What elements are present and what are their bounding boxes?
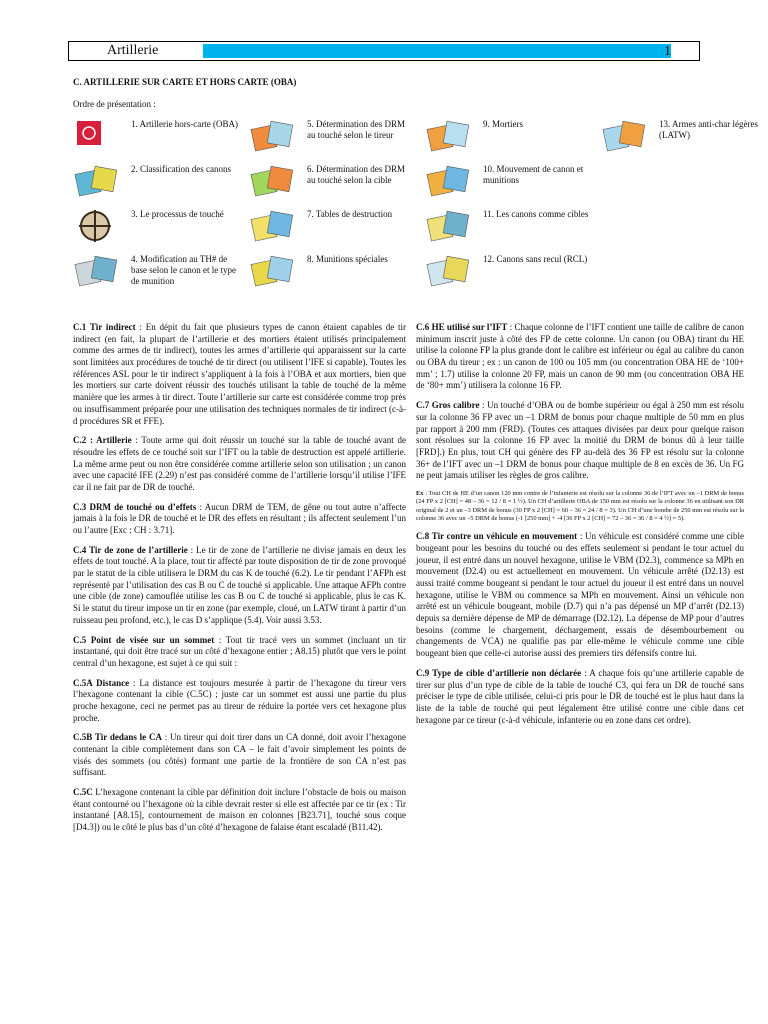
rule-heading: C.7 Gros calibre xyxy=(416,400,480,411)
rule-heading: C.5A Distance xyxy=(73,677,130,688)
toc-item xyxy=(73,252,243,290)
rule-paragraph xyxy=(416,668,744,726)
gun-move-counters-icon xyxy=(425,162,477,200)
rule-paragraph xyxy=(416,322,744,392)
rule-heading: C.5 Point de visée sur un sommet xyxy=(73,634,215,645)
left-column xyxy=(73,322,406,842)
mortar-counters-icon xyxy=(425,117,477,155)
rule-text: : Le tir de zone de l’artillerie ne divise jamais en deux les effets de tout touché. A la place, tout tir affecté par toute disposition de tir de zone provoqué par le statut de la cible utilisera le DRM du cas K de touché (6.2). Le tir pendant l’AFPh est représenté par l’utilisation des cas B ou C de touché si applicable. Une attaque AFPh contre une cible (de zone) camouflée utilise les cas B ou C de touché si applicable, plus le cas K. Si le statut du tireur impose un tir en zone (par exemple, cloué, un LATW tirant à partir d’un ruisseau peu profond, etc.), le cas D s’applique (5.4). Voir aussi 3.53. xyxy=(73,544,406,625)
rule-heading: C.2 : Artillerie xyxy=(73,435,132,446)
gun-target-counters-icon xyxy=(425,207,477,245)
destruction-counters-icon xyxy=(249,207,301,245)
toc-item xyxy=(425,162,595,200)
rule-paragraph xyxy=(73,435,406,493)
toc-item-label: 9. Mortiers xyxy=(483,119,523,129)
rule-heading: C.6 HE utilisé sur l’IFT xyxy=(416,322,508,332)
rule-text: : Chaque colonne de l’IFT contient une taille de calibre de canon minimum inscrit juste à côté des FP de cette colonne. Un canon (ou OBA) tirant du HE utilise la colonne FP la plus grande dont le calibre est inférieur ou égal au calibre du canon ou OBA du tireur ; ex : un canon de 100 ou 105 mm (ou concentration OBA HE de ‘100+ mm’ ; 1.7) utilise la colonne 20 FP, mais un canon de 90 mm (ou concentration OBA HE de ‘80+ mm’) utilisera la colonne 16 FP. xyxy=(416,322,744,391)
toc-item xyxy=(249,207,419,245)
rule-paragraph xyxy=(73,787,406,834)
table-of-contents xyxy=(73,117,758,317)
rule-text: : Tout tir tracé vers un sommet (incluant un tir instantané, qui doit être tracé sur un côté d’hexagone entier ; A8.15) plutôt que vers le point central d’un hexagone, est sujet à ce qui suit : xyxy=(73,634,406,668)
rule-heading: C.9 Type de cible d’artillerie non déclarée xyxy=(416,667,582,678)
toc-item xyxy=(73,162,243,200)
rcl-counters-icon xyxy=(425,252,477,290)
toc-item xyxy=(73,117,243,155)
rule-heading: C.3 DRM de touché ou d’effets xyxy=(73,501,197,512)
toc-item-label: 10. Mouvement de canon et munitions xyxy=(483,164,584,185)
firer-counters-icon xyxy=(249,117,301,155)
toc-item-label: 11. Les canons comme cibles xyxy=(483,209,589,219)
rule-heading: C.1 Tir indirect xyxy=(73,322,136,332)
rule-text: : Tout CH de HE d’un canon 120 mm contre de l’infanterie est résolu sur la colonne 36 de l’IFT avec un –1 DRM de bonus (24 FP x 2 [CH] = 48 – 36 = 12 / 8 = 1 ½). Un CH d’artillerie OBA de 150 mm est résolu sur la colonne 36 en utilisant son DR original de 2 et un –3 DRM de bonus (30 FP x 2 [CH] = 60 – 36 = 24 / 8 = 3). Un CH d’une bombe de 250 mm est résolu sur la colonne 36 avec un –5 DRM de bonus (-1 [250 mm] + -4 [36 FP x 2 [CH] = 72 – 36 = 36 / 8 = 4 ½] = 5). xyxy=(416,489,744,522)
oba-counter-icon xyxy=(73,117,125,155)
toc-item xyxy=(425,252,595,290)
special-ammo-counters-icon xyxy=(249,252,301,290)
rule-text: : Un tireur qui doit tirer dans un CA donné, doit avoir l’hexagone contenant la cible complètement dans son CA – le fait d’avoir simplement les points de visés des sommets (ou côtés) formant une partie de la frontière de son CA n’est pas suffisant. xyxy=(73,732,406,778)
rule-text: : Aucun DRM de TEM, de gêne ou tout autre n’affecte jamais à la fois le DR de touché et le DR des effets en résultant ; ils affectent seulement l’un ou l’autre [Exc : CH : 3.71]. xyxy=(73,501,406,535)
rule-paragraph xyxy=(416,490,744,523)
rule-text: : La distance est toujours mesurée à partir de l’hexagone du tireur vers l’hexagone contenant la cible (C.5C) ; juste car un sommet est aussi une partie du plus proche hexagone, ceci ne permet pas au tireur de réduire la portée vers cet hexagone plus proche. xyxy=(73,677,407,723)
rule-text: : A chaque fois qu’une artillerie capable de tirer sur plus d’un type de cible de la table de touché C3, qui fera un DR de touché sans préciser le type de cible utilisée, celui-ci pris pour le DR de touché est le plus haut dans la liste de la table de touché qui peut légalement être utilisé contre une cible dans cet hexagone par ce tireur (c-à-d véhicule, infanterie ou en zone dans cet ordre). xyxy=(416,667,745,725)
gun-counters-icon xyxy=(73,162,125,200)
toc-item-label: 6. Détermination des DRM au touché selon la cible xyxy=(307,164,405,185)
toc-item-label: 2. Classification des canons xyxy=(131,164,231,174)
rule-paragraph xyxy=(73,732,406,779)
rule-paragraph xyxy=(73,678,406,725)
rule-heading: C.5C xyxy=(73,787,93,798)
page-number: 1 xyxy=(664,44,671,59)
toc-item-label: 12. Canons sans recul (RCL) xyxy=(483,254,588,264)
toc-item-label: 5. Détermination des DRM au touché selon le tireur xyxy=(307,119,405,140)
page-header xyxy=(68,41,700,61)
order-label: Ordre de présentation : xyxy=(73,99,156,109)
toc-item xyxy=(249,252,419,290)
toc-item xyxy=(601,117,768,155)
toc-item-label: 7. Tables de destruction xyxy=(307,209,393,219)
toc-item-label: 4. Modification au TH# de base selon le canon et le type de munition xyxy=(131,254,236,286)
rule-heading: Ex xyxy=(416,489,424,497)
latw-counters-icon xyxy=(601,117,653,155)
header-title: Artillerie xyxy=(107,43,159,59)
toc-item xyxy=(425,117,595,155)
rule-text: : Un véhicule est considéré comme une cible bougeant pour les besoins du touché ou des effets seulement si pendant le tour actuel du joueur, il est entré dans un nouvel hexagone, utilise le VBM (D2.3), commence sa MPh en mouvement (D2.4) ou est actuellement en mouvement. Un véhicule arrêté (D2.13) est aussi traité comme bougeant si pendant le tour actuel du joueur il est entré dans un nouvel hexagone, utilise le VBM ou commence sa MPh en mouvement. Ainsi un véhicule non arrêté est un véhicule bougeant, mobile (D.7) qui n’a pas dépensé un MP d’arrêt (D2.13) depuis sa dernière dépense de MP de démarrage (D2.12). La dépense de MP pour d’autres besoins (comme le chargement, déchargement, essais de désembourbement ou changements de VCA) ne qualifie pas par elle-même le véhicule comme une cible bougeant bien que celle-ci autorise aussi des premiers tirs défensifs contre lui. xyxy=(416,531,744,659)
section-title: C. ARTILLERIE SUR CARTE ET HORS CARTE (OBA) xyxy=(73,77,297,87)
rule-heading: C.4 Tir de zone de l’artillerie xyxy=(73,544,188,555)
toc-item xyxy=(249,162,419,200)
crosshair-icon xyxy=(73,207,125,245)
rule-text: : Un touché d’OBA ou de bombe supérieur ou égal à 250 mm est résolu sur la colonne 36 FP avec un –1 DRM de bonus pour chaque multiple de 50 mm en plus par rapport à 200 mm (FRD). (Toutes ces attaques divisées par deux pour quelque raison sont résolues sur la colonne 16 FP avec la moitié du DRM de bonus dû à leur taille [FRD].) En plus, tout CH qui génère des FP au-delà des 36 FP est résolu sur la colonne 36+ de l’IFT avec un –1 DRM de bonus pour chaque multiple de 8 en excès de 36. Un FG ne peut jamais utiliser les règles de gros calibre. xyxy=(416,400,744,481)
toc-item-label: 8. Munitions spéciales xyxy=(307,254,388,264)
rule-text: : En dépit du fait que plusieurs types de canon étaient capables de tir indirect (en fait, la plupart de l’artillerie et des mortiers étaient utilisés principalement comme des armes de tir indirect), toutes les armes d’artillerie qui apparaissent sur la carte sont limitées aux procédures de touché de tir direct (ou utilisent l’IFE si capable). Toutes les références ASL pour le tir indirect s’appliquent à la fois à l’OBA et aux mortiers, bien que les mortiers sur carte doivent réussir des touchés utilisant la table de touché de la même manière que les armes à tir direct. Toute l’artillerie sur carte est considérée comme trop près ou insuffisamment préparée pour une utilisation des techniques normales de tir indirect (c-à-d procédures SR et FFE). xyxy=(73,322,406,426)
toc-item-label: 13. Armes anti-char légères (LATW) xyxy=(659,119,758,140)
rule-paragraph xyxy=(416,400,744,482)
header-color-bar xyxy=(203,44,671,58)
rule-paragraph xyxy=(73,502,406,537)
rule-text: : Toute arme qui doit réussir un touché sur la table de touché avant de résoudre les effets de ce touché soit sur l’IFT ou la table de destruction est appelé artillerie. La même arme peut ou non être considérée comme artillerie selon son utilisation ; un canon avec une capacité IFE (2.29) n’est pas considéré comme de l’artillerie lorsqu’il utilise l’IFE car il ne fait par de DR de touché. xyxy=(73,435,406,492)
rule-text: L’hexagone contenant la cible par définition doit inclure l’obstacle de bois ou maison étant contourné ou l’hexagone où la cible devrait rester si elle est affectée par ce tir (ex : Tir instantané [A8.15], contournement de maison en colonnes [B23.71], touché sous coque [D4.3]) ou le côté le plus bas d’un côté d’hexagone de falaise étant escaladé (B11.42). xyxy=(73,787,406,833)
toc-item-label: 1. Artillerie hors-carte (OBA) xyxy=(131,119,238,129)
rule-paragraph xyxy=(73,322,406,427)
toc-item xyxy=(73,207,243,245)
ammo-counter-icon xyxy=(73,252,125,290)
toc-item xyxy=(249,117,419,155)
rule-paragraph xyxy=(416,531,744,660)
rule-paragraph xyxy=(73,635,406,670)
toc-item xyxy=(425,207,595,245)
toc-item-label: 3. Le processus de touché xyxy=(131,209,224,219)
target-counters-icon xyxy=(249,162,301,200)
rule-heading: C.8 Tir contre un véhicule en mouvement xyxy=(416,531,578,542)
rule-heading: C.5B Tir dedans le CA xyxy=(73,732,162,743)
rule-paragraph xyxy=(73,545,406,627)
right-column xyxy=(416,322,744,734)
